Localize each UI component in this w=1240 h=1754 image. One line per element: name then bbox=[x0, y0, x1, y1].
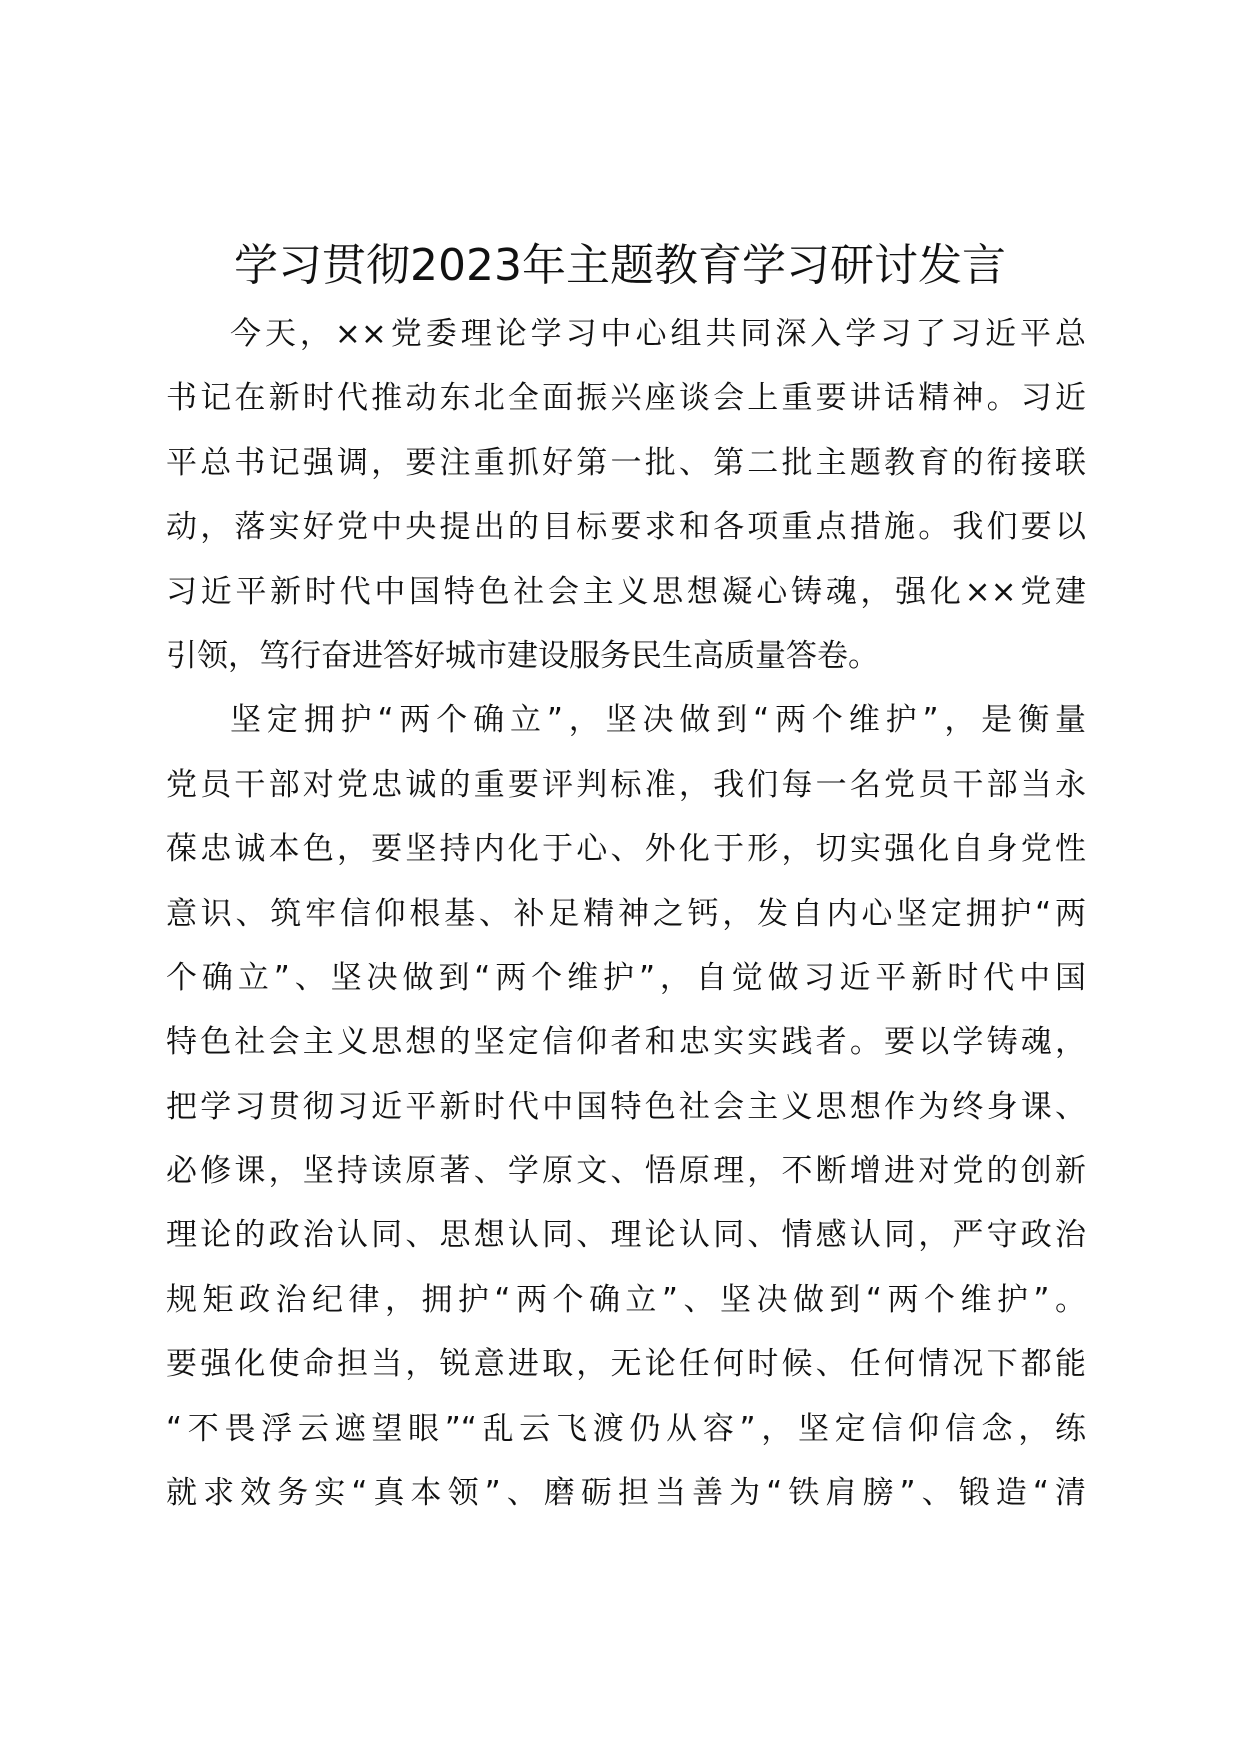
body-text-line: 就求效务实“真本领”、磨砺担当善为“铁肩膀”、锻造“清 bbox=[166, 1475, 1086, 1512]
body-text-line: 理论的政治认同、思想认同、理论认同、情感认同，严守政治 bbox=[166, 1217, 1086, 1254]
document-title: 学习贯彻2023年主题教育学习研讨发言 bbox=[234, 240, 1006, 291]
body-text-line: 意识、筑牢信仰根基、补足精神之钙，发自内心坚定拥护“两 bbox=[166, 895, 1086, 932]
body-text-line: 要强化使命担当，锐意进取，无论任何时候、任何情况下都能 bbox=[166, 1346, 1086, 1383]
body-text-line: 葆忠诚本色，要坚持内化于心、外化于形，切实强化自身党性 bbox=[166, 831, 1086, 868]
body-text-line: 坚定拥护“两个确立”，坚决做到“两个维护”，是衡量 bbox=[230, 702, 1086, 739]
body-text-line: 习近平新时代中国特色社会主义思想凝心铸魂，强化××党建 bbox=[166, 573, 1086, 610]
body-text-line: 规矩政治纪律，拥护“两个确立”、坚决做到“两个维护”。 bbox=[166, 1281, 1086, 1318]
body-text-line: 今天，××党委理论学习中心组共同深入学习了习近平总 bbox=[230, 316, 1086, 352]
body-text-line: 特色社会主义思想的坚定信仰者和忠实实践者。要以学铸魂， bbox=[166, 1024, 1086, 1061]
body-text-line: 把学习贯彻习近平新时代中国特色社会主义思想作为终身课、 bbox=[166, 1088, 1086, 1125]
body-text-line: “不畏浮云遮望眼”“乱云飞渡仍从容”，坚定信仰信念，练 bbox=[166, 1410, 1086, 1447]
body-text-line: 个确立”、坚决做到“两个维护”，自觉做习近平新时代中国 bbox=[166, 959, 1086, 996]
body-text-line: 平总书记强调，要注重抓好第一批、第二批主题教育的衔接联 bbox=[166, 444, 1086, 481]
body-text-line: 必修课，坚持读原著、学原文、悟原理，不断增进对党的创新 bbox=[166, 1153, 1086, 1190]
body-text-line: 引领，笃行奋进答好城市建设服务民生高质量答卷。 bbox=[166, 637, 879, 674]
body-text-line: 书记在新时代推动东北全面振兴座谈会上重要讲话精神。习近 bbox=[166, 380, 1086, 417]
body-text-line: 动，落实好党中央提出的目标要求和各项重点措施。我们要以 bbox=[166, 509, 1086, 546]
document-body bbox=[166, 302, 1086, 1525]
body-text-line: 党员干部对党忠诚的重要评判标准，我们每一名党员干部当永 bbox=[166, 766, 1086, 803]
